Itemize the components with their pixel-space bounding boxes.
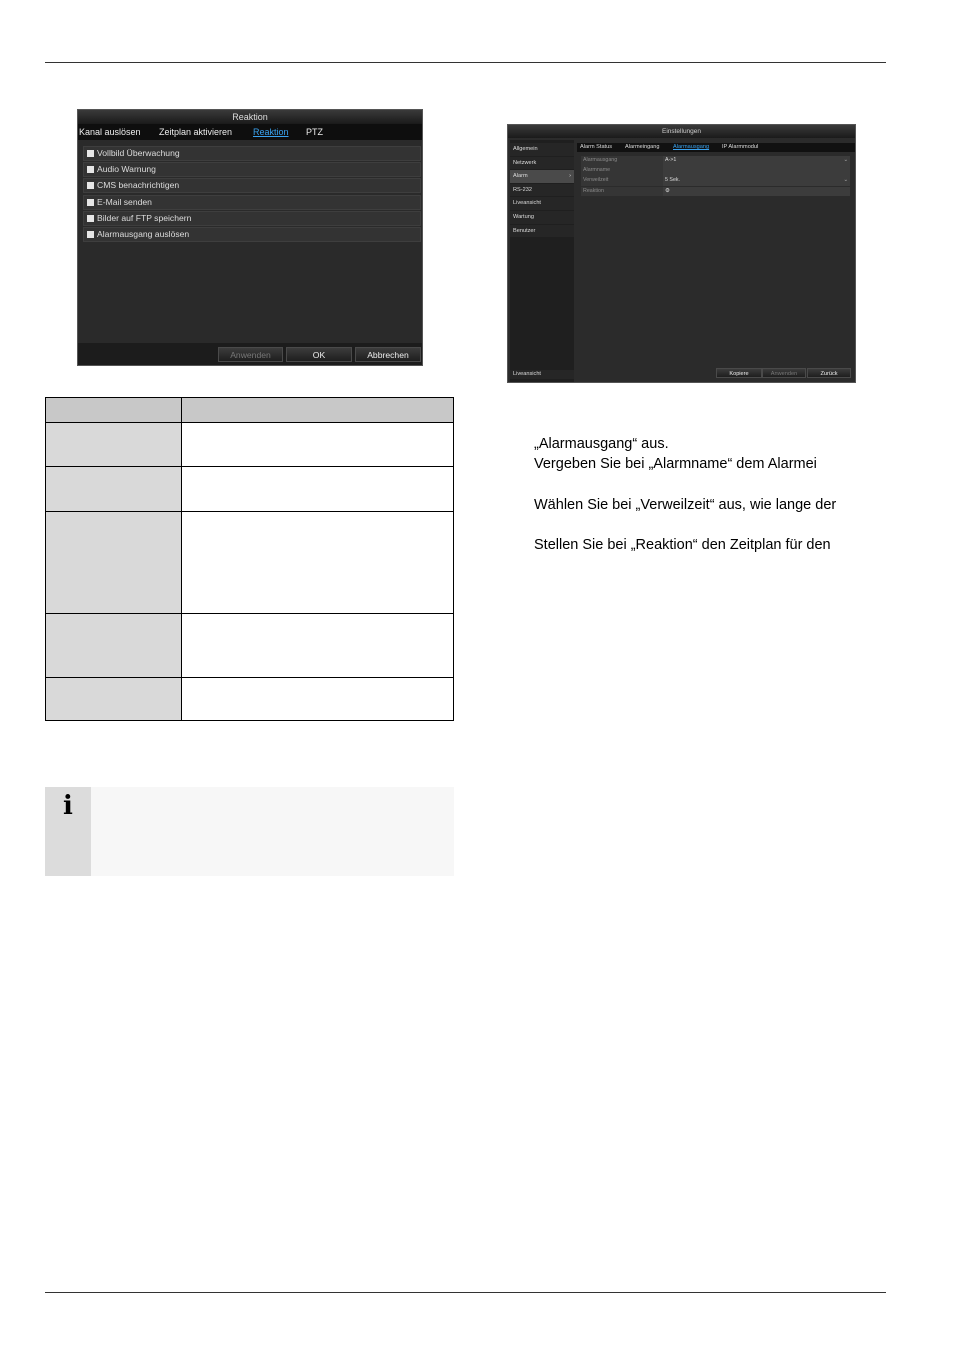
sidebar-item-label: Alarm bbox=[513, 173, 528, 180]
settings-sidebar bbox=[510, 140, 574, 383]
instruction-line: Vergeben Sie bei „Alarmname“ dem Alarmei bbox=[534, 456, 817, 472]
checkbox-icon[interactable] bbox=[87, 182, 94, 189]
option-label: Alarmausgang auslösen bbox=[97, 228, 190, 239]
chevron-right-icon: › bbox=[569, 173, 571, 180]
table-row bbox=[46, 423, 454, 467]
option-label: Vollbild Überwachung bbox=[97, 148, 180, 158]
table-row bbox=[46, 678, 454, 721]
tab-ip-alarmmodul[interactable]: IP Alarmmodul bbox=[722, 144, 759, 150]
sidebar-item-benutzer[interactable]: Benutzer bbox=[510, 225, 574, 238]
option-label: Audio Warnung bbox=[97, 164, 156, 175]
option-alarmausgang[interactable] bbox=[83, 227, 421, 242]
info-box-sidebar bbox=[45, 787, 91, 876]
dialog-tabs bbox=[78, 124, 422, 140]
field-verweilzeit bbox=[581, 176, 850, 186]
option-label: E-Mail senden bbox=[97, 196, 152, 207]
settings-fields bbox=[581, 156, 850, 197]
sidebar-item-rs232[interactable]: RS-232 bbox=[510, 184, 574, 197]
settings-title: Einstellungen bbox=[508, 125, 855, 138]
sidebar-item-allgemein[interactable]: Allgemein bbox=[510, 143, 574, 156]
table-row bbox=[46, 614, 454, 678]
instruction-line: Stellen Sie bei „Reaktion“ den Zeitplan für den bbox=[534, 537, 831, 553]
apply-button[interactable]: Anwenden bbox=[762, 368, 806, 378]
field-label: Alarmname bbox=[583, 167, 611, 174]
option-email[interactable] bbox=[83, 195, 421, 210]
checkbox-icon[interactable] bbox=[87, 215, 94, 222]
sidebar-item-netzwerk[interactable]: Netzwerk bbox=[510, 157, 574, 170]
dialog-title: Reaktion bbox=[78, 110, 422, 124]
instruction-line: Wählen Sie bei „Verweilzeit“ aus, wie lange der bbox=[534, 497, 837, 513]
checkbox-icon[interactable] bbox=[87, 199, 94, 206]
alarmname-input[interactable] bbox=[663, 166, 850, 176]
sidebar-item-wartung[interactable]: Wartung bbox=[510, 211, 574, 224]
tab-kanal-ausloesen[interactable]: Kanal auslösen bbox=[79, 127, 141, 137]
tab-alarmeingang[interactable]: Alarmeingang bbox=[625, 144, 660, 150]
field-alarmname bbox=[581, 166, 850, 176]
verweilzeit-select[interactable] bbox=[663, 176, 850, 186]
field-label: Alarmausgang bbox=[583, 157, 618, 163]
info-icon: i bbox=[63, 791, 73, 821]
copy-button[interactable]: Kopiere bbox=[716, 368, 762, 378]
gear-icon[interactable]: ⚙ bbox=[665, 187, 670, 194]
checkbox-icon[interactable] bbox=[87, 166, 94, 173]
chevron-down-icon: ⌄ bbox=[843, 177, 848, 184]
option-cms[interactable] bbox=[83, 178, 421, 193]
table-row bbox=[46, 512, 454, 614]
option-label: CMS benachrichtigen bbox=[97, 180, 180, 191]
reaktion-dialog bbox=[77, 109, 423, 366]
option-label: Bilder auf FTP speichern bbox=[97, 212, 192, 223]
footer-rule bbox=[45, 1292, 886, 1293]
reaktion-settings-button[interactable] bbox=[663, 187, 850, 197]
cancel-button[interactable]: Abbrechen bbox=[355, 347, 421, 362]
option-vollbild[interactable] bbox=[83, 146, 421, 161]
option-audio-warnung[interactable] bbox=[83, 162, 421, 177]
info-box bbox=[45, 787, 454, 876]
tab-ptz[interactable]: PTZ bbox=[306, 127, 323, 137]
options-table bbox=[45, 397, 454, 721]
tab-zeitplan-aktivieren[interactable]: Zeitplan aktivieren bbox=[159, 127, 233, 137]
select-value: A->1 bbox=[665, 157, 677, 163]
field-reaktion bbox=[581, 187, 850, 197]
field-alarmausgang bbox=[581, 156, 850, 166]
tab-alarm-status[interactable]: Alarm Status bbox=[580, 144, 613, 150]
sidebar-item-alarm[interactable] bbox=[510, 170, 574, 183]
liveansicht-button[interactable]: Liveansicht bbox=[510, 370, 574, 379]
back-button[interactable]: Zurück bbox=[807, 368, 851, 378]
field-label: Reaktion bbox=[583, 187, 604, 194]
reaction-option-list bbox=[83, 146, 421, 243]
chevron-down-icon: ⌄ bbox=[843, 157, 848, 163]
einstellungen-dialog bbox=[507, 124, 856, 383]
select-value: 5 Sek. bbox=[665, 177, 681, 184]
table-row bbox=[46, 467, 454, 512]
apply-button[interactable]: Anwenden bbox=[218, 347, 283, 362]
dialog-footer bbox=[78, 343, 422, 365]
instruction-line: „Alarmausgang“ aus. bbox=[534, 436, 669, 452]
ok-button[interactable]: OK bbox=[286, 347, 352, 362]
tab-alarmausgang[interactable]: Alarmausgang bbox=[673, 144, 710, 150]
checkbox-icon[interactable] bbox=[87, 231, 94, 238]
checkbox-icon[interactable] bbox=[87, 150, 94, 157]
alarmausgang-select[interactable] bbox=[663, 156, 850, 166]
table-header-row bbox=[46, 398, 454, 423]
header-rule bbox=[45, 62, 886, 63]
option-ftp[interactable] bbox=[83, 211, 421, 226]
field-label: Verweilzeit bbox=[583, 177, 609, 184]
settings-tabs bbox=[577, 143, 855, 152]
sidebar-item-liveansicht[interactable]: Liveansicht bbox=[510, 197, 574, 210]
tab-reaktion[interactable]: Reaktion bbox=[253, 127, 289, 137]
